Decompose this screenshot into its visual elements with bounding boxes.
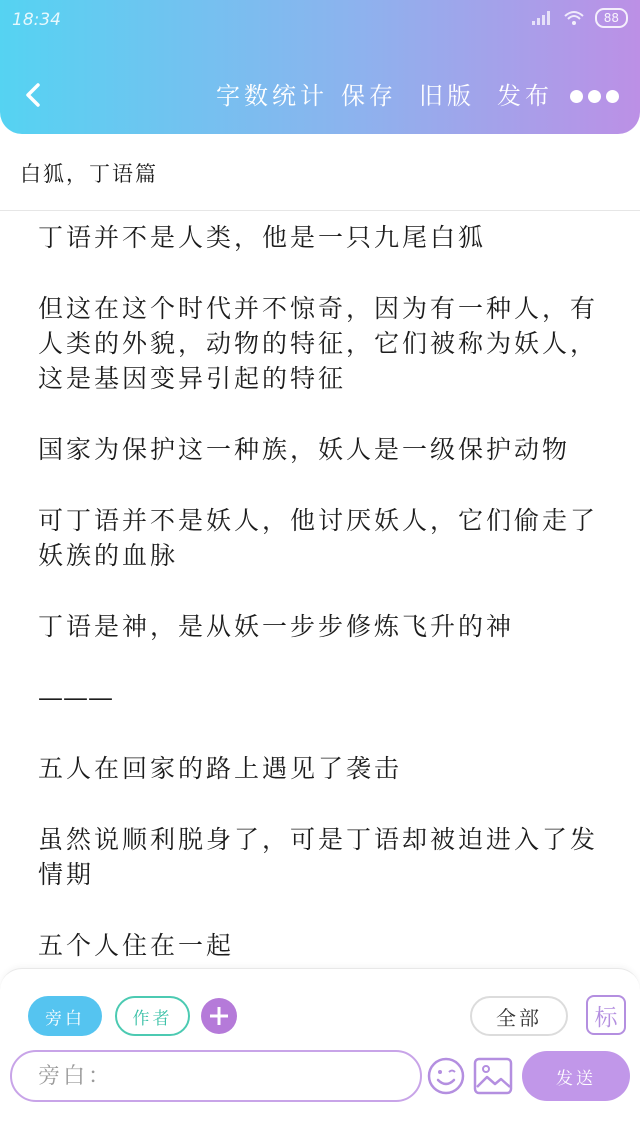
paragraph: 丁语是神，是从妖一步步修炼飞升的神 (38, 612, 515, 641)
more-dots-icon (570, 90, 583, 103)
battery-indicator: 88 (595, 8, 628, 28)
tag-button[interactable]: 标 (586, 995, 626, 1035)
aside-role-button[interactable]: 旁白 (28, 996, 102, 1036)
smiley-icon (426, 1056, 466, 1096)
emoji-button[interactable] (426, 1056, 466, 1096)
status-time: 18:34 (12, 10, 61, 30)
add-role-button[interactable] (201, 998, 237, 1034)
paragraph: 丁语并不是人类，他是一只九尾白狐 (38, 223, 487, 252)
image-button[interactable] (473, 1057, 513, 1095)
all-filter-button[interactable]: 全部 (470, 996, 568, 1036)
top-header (0, 0, 640, 134)
image-icon (473, 1057, 513, 1095)
wifi-icon (563, 10, 585, 26)
paragraph: 国家为保护这一种族，妖人是一级保护动物 (38, 435, 571, 464)
more-dot (606, 90, 619, 103)
signal-icon (531, 10, 553, 26)
author-role-button[interactable]: 作者 (115, 996, 190, 1036)
send-button[interactable]: 发送 (522, 1051, 630, 1101)
more-dot (588, 90, 601, 103)
save-button[interactable]: 保存 (341, 82, 397, 110)
status-icons (531, 8, 628, 28)
chevron-left-icon (18, 80, 48, 110)
paragraph: 五人在回家的路上遇见了袭击 (38, 754, 403, 783)
message-input[interactable] (10, 1050, 422, 1102)
paragraph: 虽然说顺利脱身了，可是丁语却被迫进入了发情期 (38, 825, 599, 889)
back-button[interactable] (18, 80, 48, 110)
separator-line: ——— (38, 683, 113, 712)
paragraph: 可丁语并不是妖人，他讨厌妖人，它们偷走了妖族的血脉 (38, 506, 599, 570)
paragraph: 五个人住在一起 (38, 931, 235, 960)
title-row (0, 134, 640, 211)
word-count-button[interactable]: 字数统计 (216, 82, 328, 110)
more-button[interactable] (570, 88, 626, 104)
article-body[interactable] (38, 220, 608, 999)
article-title[interactable]: 白狐，丁语篇 (20, 162, 158, 186)
publish-button[interactable]: 发布 (497, 82, 553, 110)
paragraph: 但这在这个时代并不惊奇，因为有一种人，有人类的外貌，动物的特征，它们被称为妖人，这是基因变异引起的特征 (38, 294, 599, 393)
old-version-button[interactable]: 旧版 (419, 82, 475, 110)
